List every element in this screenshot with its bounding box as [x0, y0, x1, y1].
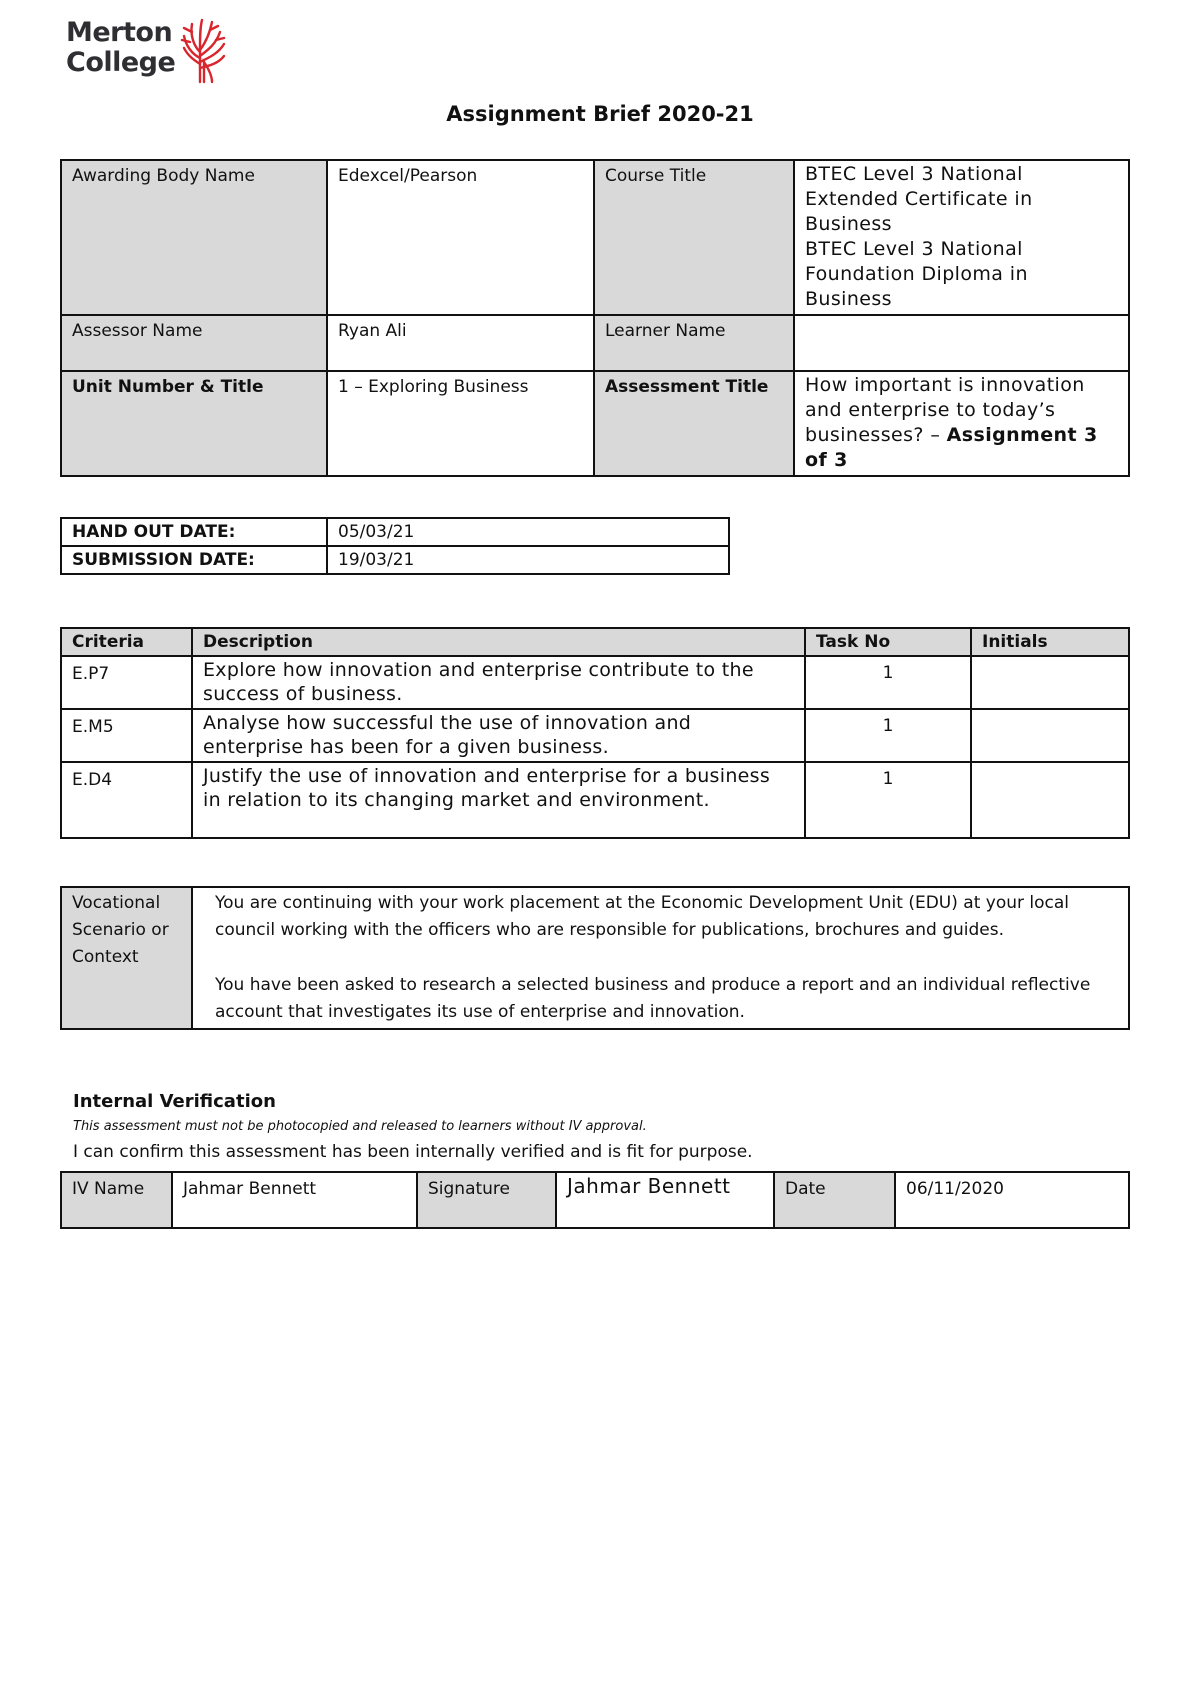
- learner-name-value[interactable]: [794, 315, 1129, 371]
- logo-line-1: Merton: [66, 17, 173, 48]
- task-no-header: Task No: [805, 628, 971, 656]
- iv-table: [60, 1171, 1130, 1229]
- course-title-line: Foundation Diploma in: [805, 263, 1028, 285]
- assessor-name-label: Assessor Name: [61, 315, 327, 371]
- criteria-id: E.P7: [61, 656, 192, 709]
- criteria-description: Analyse how successful the use of innovation and enterprise has been for a given business.: [192, 709, 805, 762]
- submission-label: SUBMISSION DATE:: [61, 546, 327, 574]
- criteria-task-no: 1: [805, 762, 971, 838]
- info-row-assessor: [61, 315, 1129, 371]
- assessment-title-label: Assessment Title: [594, 371, 794, 476]
- scenario-label-line: Scenario or: [72, 920, 169, 940]
- hand-out-row: [61, 518, 729, 546]
- iv-heading: Internal Verification: [73, 1091, 276, 1112]
- scenario-spacer: [215, 944, 1118, 972]
- college-logo: [66, 18, 236, 88]
- scenario-paragraph: You have been asked to research a selected business and produce a report and an individual reflective account that investigates its use of enterprise and innovation.: [215, 975, 1091, 1022]
- criteria-table: [60, 627, 1130, 839]
- criteria-initials[interactable]: [971, 656, 1129, 709]
- assignment-info-table: [60, 159, 1130, 477]
- assessor-name-value: Ryan Ali: [327, 315, 594, 371]
- course-title-label: Course Title: [594, 160, 794, 315]
- criteria-initials[interactable]: [971, 762, 1129, 838]
- criteria-description: Justify the use of innovation and enterprise for a business in relation to its changing market and environment.: [192, 762, 805, 838]
- course-title-line: BTEC Level 3 National: [805, 238, 1023, 260]
- course-title-line: BTEC Level 3 National: [805, 163, 1023, 185]
- scenario-label: [61, 887, 192, 1029]
- submission-row: [61, 546, 729, 574]
- logo-wordmark: [66, 18, 175, 78]
- info-row-awarding: [61, 160, 1129, 315]
- criteria-header: Criteria: [61, 628, 192, 656]
- hand-out-label: HAND OUT DATE:: [61, 518, 327, 546]
- learner-name-label: Learner Name: [594, 315, 794, 371]
- iv-note: This assessment must not be photocopied and released to learners without IV approval.: [73, 1119, 647, 1134]
- awarding-body-label: Awarding Body Name: [61, 160, 327, 315]
- criteria-initials[interactable]: [971, 709, 1129, 762]
- date-value: 06/11/2020: [895, 1172, 1129, 1228]
- logo-line-2: College: [66, 47, 176, 78]
- criteria-id: E.M5: [61, 709, 192, 762]
- criteria-header-row: [61, 628, 1129, 656]
- criteria-task-no: 1: [805, 656, 971, 709]
- scenario-table: [60, 886, 1130, 1030]
- tree-logo-icon: [178, 18, 228, 84]
- course-title-value: [794, 160, 1129, 315]
- assessment-title-number: Assignment 3 of 3: [805, 424, 1098, 471]
- assessment-title-value: [794, 371, 1129, 476]
- table-row: [61, 709, 1129, 762]
- course-title-line: Extended Certificate in: [805, 188, 1033, 210]
- scenario-label-line: Vocational: [72, 893, 161, 913]
- iv-name-value: Jahmar Bennett: [172, 1172, 417, 1228]
- unit-label: Unit Number & Title: [61, 371, 327, 476]
- assessment-title-text: How important is innovation and enterprise to today’s businesses? –: [805, 374, 1085, 446]
- table-row: [61, 656, 1129, 709]
- iv-name-label: IV Name: [61, 1172, 172, 1228]
- criteria-description: Explore how innovation and enterprise contribute to the success of business.: [192, 656, 805, 709]
- description-header: Description: [192, 628, 805, 656]
- iv-confirmation: I can confirm this assessment has been internally verified and is fit for purpose.: [73, 1142, 753, 1162]
- table-row: [61, 762, 1129, 838]
- dates-table: [60, 517, 730, 575]
- initials-header: Initials: [971, 628, 1129, 656]
- criteria-task-no: 1: [805, 709, 971, 762]
- scenario-label-line: Context: [72, 947, 139, 967]
- unit-value: 1 – Exploring Business: [327, 371, 594, 476]
- iv-row: [61, 1172, 1129, 1228]
- criteria-id: E.D4: [61, 762, 192, 838]
- course-title-line: Business: [805, 288, 892, 310]
- info-row-unit: [61, 371, 1129, 476]
- signature-label: Signature: [417, 1172, 556, 1228]
- submission-value: 19/03/21: [327, 546, 729, 574]
- scenario-paragraph: You are continuing with your work placement at the Economic Development Unit (EDU) at your local council working with the officers who are responsible for publications, brochures and guides.: [215, 893, 1070, 940]
- page-title: Assignment Brief 2020-21: [446, 102, 754, 126]
- hand-out-value: 05/03/21: [327, 518, 729, 546]
- date-label: Date: [774, 1172, 895, 1228]
- awarding-body-value: Edexcel/Pearson: [327, 160, 594, 315]
- scenario-row: [61, 887, 1129, 1029]
- course-title-line: Business: [805, 213, 892, 235]
- signature-value: Jahmar Bennett: [556, 1172, 774, 1228]
- scenario-text: [192, 887, 1129, 1029]
